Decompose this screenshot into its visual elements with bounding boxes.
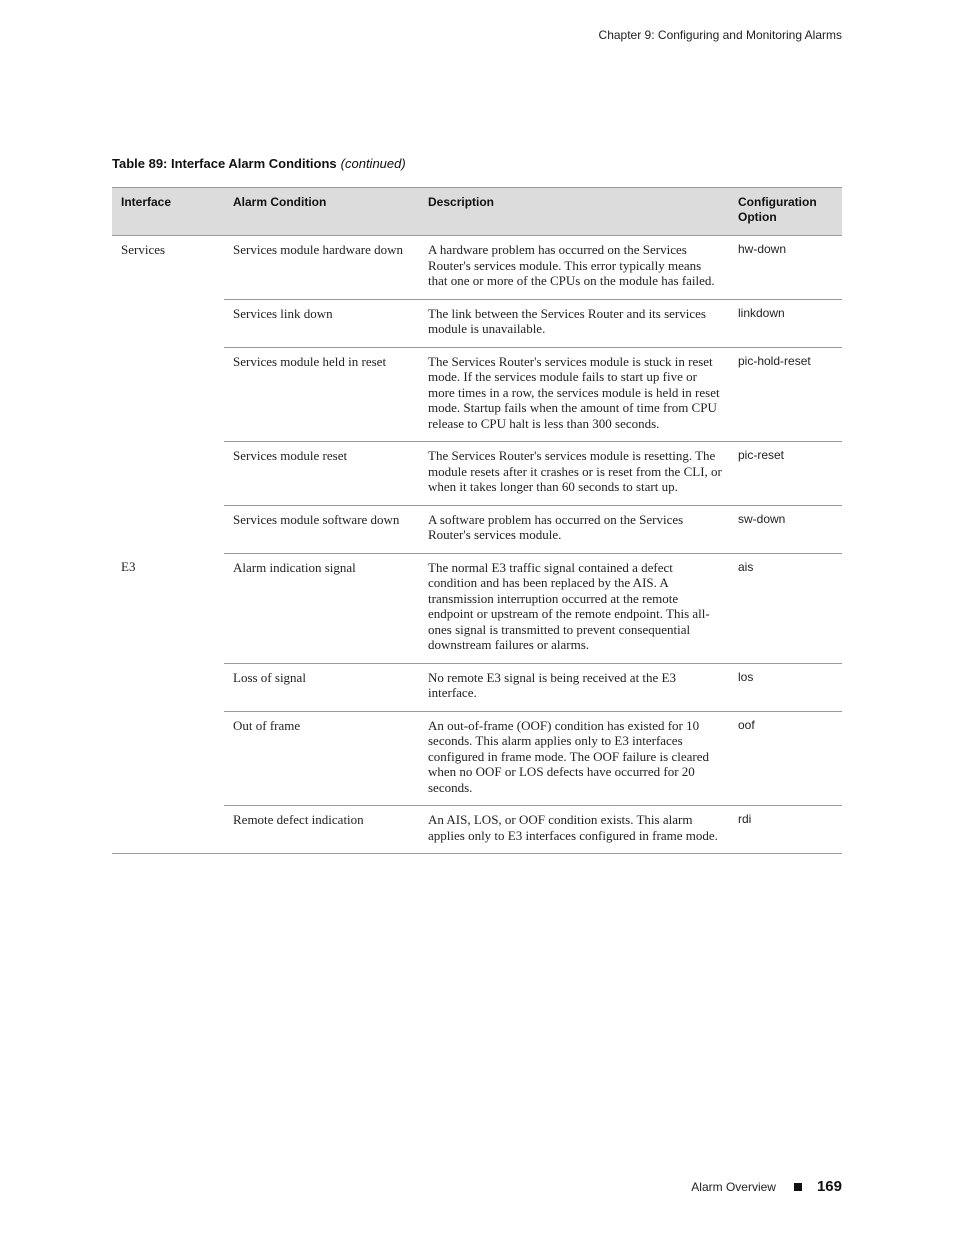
table-header-row — [112, 188, 842, 236]
alarm-condition-cell: Remote defect indication — [224, 806, 419, 854]
column-header-alarm-condition: Alarm Condition — [224, 188, 419, 236]
alarm-conditions-table — [112, 187, 842, 854]
interface-cell: E3 — [112, 553, 224, 854]
alarm-condition-cell: Services module software down — [224, 505, 419, 553]
description-cell: An out-of-frame (OOF) condition has existed for 10 seconds. This alarm applies only to E3 interfaces configured in frame mode. The OOF failure is cleared when no OOF or LOS defects have occurred for 20 seconds. — [419, 711, 729, 806]
column-header-interface: Interface — [112, 188, 224, 236]
description-cell: The link between the Services Router and its services module is unavailable. — [419, 299, 729, 347]
description-cell: The normal E3 traffic signal contained a defect condition and has been replaced by the AIS. A transmission interruption occurred at the remote endpoint or upstream of the remote endpoint. This all-ones signal is transmitted to prevent consequential downstream failures or alarms. — [419, 553, 729, 663]
alarm-condition-cell: Services module reset — [224, 442, 419, 506]
column-header-description: Description — [419, 188, 729, 236]
description-cell: The Services Router's services module is resetting. The module resets after it crashes or is reset from the CLI, or when it takes longer than 60 seconds to start up. — [419, 442, 729, 506]
alarm-condition-cell: Services module held in reset — [224, 347, 419, 442]
alarm-condition-cell: Services module hardware down — [224, 236, 419, 300]
configuration-option-cell: hw-down — [729, 236, 842, 300]
description-cell: No remote E3 signal is being received at the E3 interface. — [419, 663, 729, 711]
configuration-option-cell: ais — [729, 553, 842, 663]
running-header: Chapter 9: Configuring and Monitoring Alarms — [598, 28, 842, 42]
page-footer — [691, 1178, 842, 1195]
alarm-condition-cell: Alarm indication signal — [224, 553, 419, 663]
configuration-option-cell: los — [729, 663, 842, 711]
table-caption-title: Table 89: Interface Alarm Conditions — [112, 156, 337, 171]
alarm-condition-cell: Out of frame — [224, 711, 419, 806]
square-bullet-icon — [794, 1183, 802, 1191]
column-header-configuration-option: Configuration Option — [729, 188, 842, 236]
description-cell: The Services Router's services module is stuck in reset mode. If the services module fails to start up five or more times in a row, the services module is held in reset mode. Startup fails when the amount of time from CPU release to CPU halt is less than 300 seconds. — [419, 347, 729, 442]
table-caption-continued: (continued) — [340, 156, 406, 171]
page-number: 169 — [816, 1178, 842, 1195]
table-row — [112, 553, 842, 663]
alarm-condition-cell: Services link down — [224, 299, 419, 347]
table-row — [112, 236, 842, 300]
footer-section-title: Alarm Overview — [691, 1179, 776, 1194]
table-caption — [112, 156, 406, 171]
configuration-option-cell: linkdown — [729, 299, 842, 347]
configuration-option-cell: sw-down — [729, 505, 842, 553]
configuration-option-cell: pic-reset — [729, 442, 842, 506]
description-cell: A software problem has occurred on the Services Router's services module. — [419, 505, 729, 553]
description-cell: A hardware problem has occurred on the Services Router's services module. This error typically means that one or more of the CPUs on the module has failed. — [419, 236, 729, 300]
configuration-option-cell: pic-hold-reset — [729, 347, 842, 442]
configuration-option-cell: oof — [729, 711, 842, 806]
interface-cell: Services — [121, 242, 166, 257]
configuration-option-cell: rdi — [729, 806, 842, 854]
description-cell: An AIS, LOS, or OOF condition exists. This alarm applies only to E3 interfaces configured in frame mode. — [419, 806, 729, 854]
alarm-condition-cell: Loss of signal — [224, 663, 419, 711]
